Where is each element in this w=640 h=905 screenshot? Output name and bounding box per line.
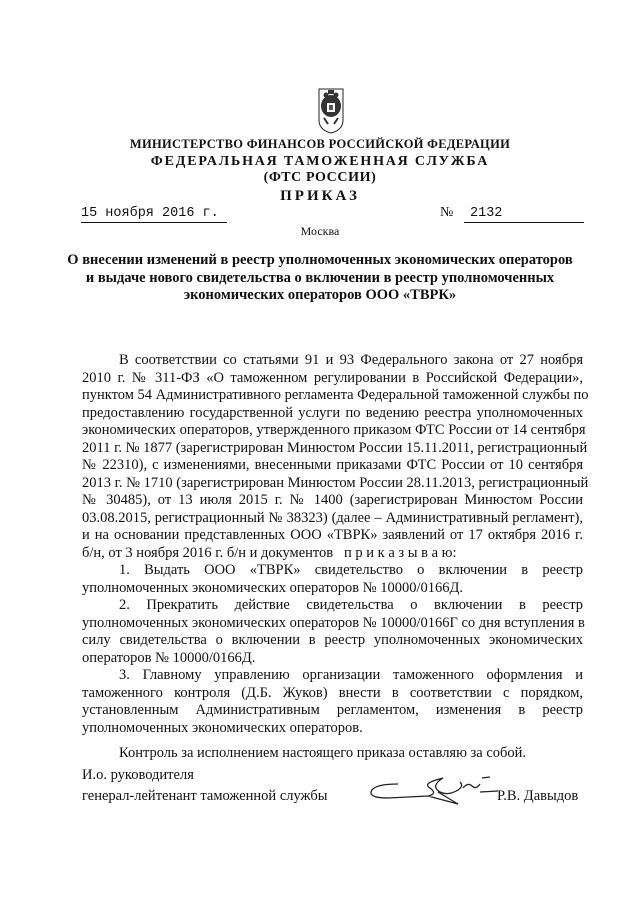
text-line: 2011 г. № 1877 (зарегистрирован Минюстом России 15.11.2011, регистрационный bbox=[82, 439, 588, 456]
handwritten-signature bbox=[368, 766, 503, 810]
document-body bbox=[82, 352, 589, 737]
number-label: № bbox=[440, 205, 454, 220]
document-type: ПРИКАЗ bbox=[280, 188, 360, 204]
text-line: 2010 г. № 311-ФЗ «О таможенном регулировании в Российской Федерации», bbox=[82, 369, 583, 386]
text-line: уполномоченных экономических операторов № 10000/0166Г со дня вступления в bbox=[82, 614, 585, 631]
text-line: и на основании представленных ООО «ТВРК» заявлений от 17 октября 2016 г. bbox=[82, 527, 583, 543]
title-line: экономических операторов ООО «ТВРК» bbox=[183, 287, 457, 303]
text-line: пунктом 54 Административного регламента Федеральной таможенной службы по bbox=[82, 387, 589, 403]
document-date: 15 ноября 2016 г. bbox=[81, 206, 227, 223]
text-line: 2. Прекратить действие свидетельства о включении в реестр bbox=[119, 597, 583, 613]
order-item-2 bbox=[82, 597, 583, 667]
control-statement: Контроль за исполнением настоящего приказа оставляю за собой. bbox=[119, 745, 527, 761]
order-item-1 bbox=[82, 562, 583, 597]
text-line: таможенного контроля (Д.Б. Жуков) внести в соответствии с порядком, bbox=[82, 684, 583, 701]
signatory-name: Р.В. Давыдов bbox=[497, 788, 579, 804]
text-line: экономических операторов, утвержденного приказом ФТС России от 14 сентября bbox=[82, 422, 586, 438]
text-line: № 30485), от 13 июля 2015 г. № 1400 (зарегистрирован Минюстом России bbox=[82, 492, 583, 508]
order-item-3 bbox=[82, 667, 583, 737]
text-line: операторов № 10000/0166Д. bbox=[82, 649, 256, 666]
signatory-position: И.о. руководителя bbox=[82, 767, 194, 783]
text-line: предоставлению государственной услуги по ведению реестра уполномоченных bbox=[82, 404, 583, 421]
text-line: силу свидетельства о включении в реестр уполномоченных экономических bbox=[82, 632, 583, 648]
ministry-name: МИНИСТЕРСТВО ФИНАНСОВ РОССИЙСКОЙ ФЕДЕРАЦИИ bbox=[129, 137, 511, 151]
text-line: 3. Главному управлению организации таможенного оформления и bbox=[119, 667, 583, 683]
text-line: уполномоченных экономических операторов. bbox=[82, 719, 363, 736]
text-line: уполномоченных экономических операторов № 10000/0166Д. bbox=[82, 579, 463, 596]
signatory-rank: генерал-лейтенант таможенной службы bbox=[82, 788, 328, 804]
text-line: б/н, от 3 ноября 2016 г. б/н и документов п р и к а з ы в а ю: bbox=[82, 544, 457, 561]
text-line: 1. Выдать ООО «ТВРК» свидетельство о включении в реестр bbox=[119, 562, 583, 578]
text-line: установленным Административным регламентом, изменения в реестр bbox=[82, 702, 583, 718]
text-line: 2013 г. № 1710 (зарегистрирован Минюстом России 28.11.2013, регистрационный bbox=[82, 474, 589, 491]
document-city: Москва bbox=[300, 224, 340, 238]
service-short-name: (ФТС РОССИИ) bbox=[263, 170, 377, 185]
title-line: и выдаче нового свидетельства о включении в реестр уполномоченных bbox=[85, 269, 555, 286]
title-line: О внесении изменений в реестр уполномоченных экономических операторов bbox=[67, 252, 573, 268]
document-title bbox=[0, 252, 640, 305]
service-name: ФЕДЕРАЛЬНАЯ ТАМОЖЕННАЯ СЛУЖБА bbox=[150, 154, 490, 169]
text-line: № 22310), с изменениями, внесенными приказами ФТС России от 10 сентября bbox=[82, 457, 583, 473]
coat-of-arms-emblem bbox=[316, 86, 346, 134]
preamble-paragraph bbox=[82, 352, 589, 562]
document-number: 2132 bbox=[464, 206, 584, 223]
text-line: В соответствии со статьями 91 и 93 Федерального закона от 27 ноября bbox=[119, 352, 583, 368]
text-line: 03.08.2015, регистрационный № 38323) (далее – Административный регламент), bbox=[82, 509, 583, 526]
